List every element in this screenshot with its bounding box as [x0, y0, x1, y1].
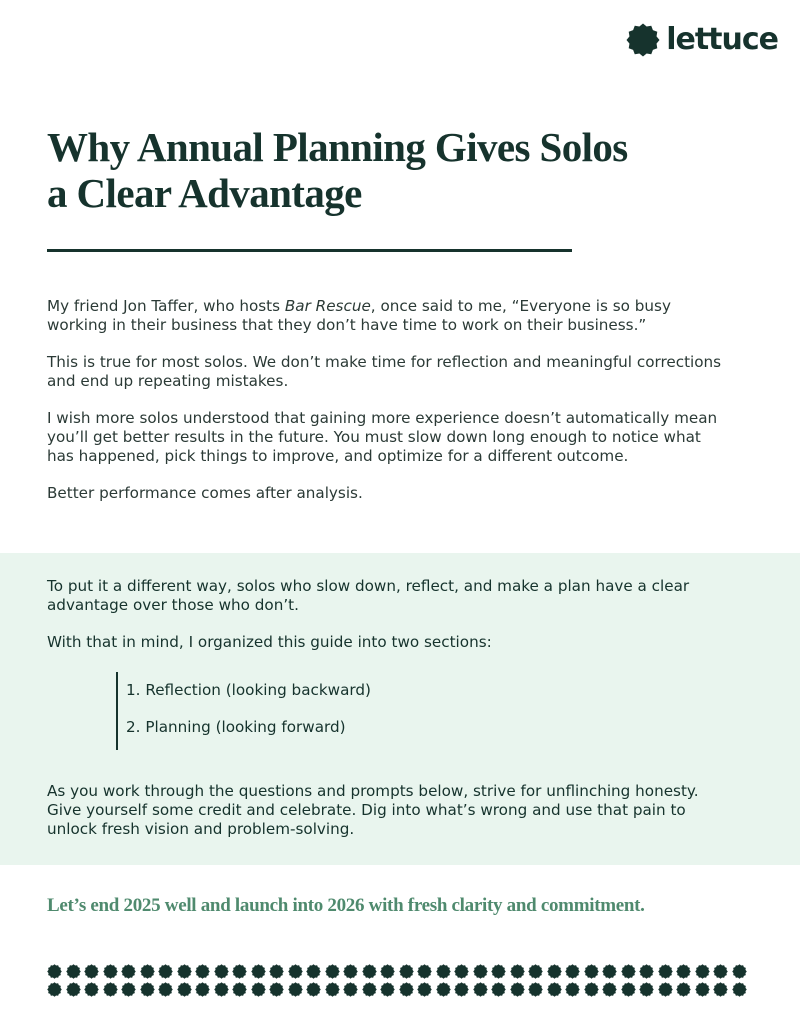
- lettuce-badge-icon: [399, 964, 414, 979]
- lettuce-badge-icon: [547, 964, 562, 979]
- lettuce-logo: [626, 22, 778, 57]
- lettuce-badge-icon: [621, 964, 636, 979]
- lettuce-badge-icon: [417, 964, 432, 979]
- lettuce-badge-icon: [66, 964, 81, 979]
- lettuce-badge-icon: [491, 964, 506, 979]
- lettuce-badge-icon: [713, 982, 728, 997]
- lettuce-badge-icon: [639, 964, 654, 979]
- lettuce-badge-icon: [84, 964, 99, 979]
- lettuce-badge-icon: [658, 982, 673, 997]
- intro-p1-after: , once said to me, “Everyone is so busy working in their business that they don’t have time to work on their business.”: [47, 297, 671, 334]
- page-title: [47, 124, 687, 216]
- lettuce-badge-icon: [362, 964, 377, 979]
- lettuce-badge-icon: [528, 982, 543, 997]
- lettuce-badge-icon: [251, 982, 266, 997]
- intro-paragraph-2: This is true for most solos. We don’t make time for reflection and meaningful corrections and end up repeating mistakes.: [47, 353, 722, 390]
- lettuce-badge-icon: [195, 982, 210, 997]
- lettuce-badge-icon: [251, 964, 266, 979]
- lettuce-badge-icon: [177, 964, 192, 979]
- lettuce-badge-icon: [584, 982, 599, 997]
- lettuce-badge-icon: [103, 982, 118, 997]
- lettuce-badge-icon: [325, 982, 340, 997]
- lettuce-badge-icon: [103, 964, 118, 979]
- lettuce-badge-icon: [676, 964, 691, 979]
- badge-row: [47, 964, 757, 979]
- lettuce-badge-icon: [436, 982, 451, 997]
- lettuce-badge-icon: [121, 964, 136, 979]
- lettuce-badge-icon: [195, 964, 210, 979]
- lettuce-badge-icon: [547, 982, 562, 997]
- lettuce-badge-icon: [602, 964, 617, 979]
- lettuce-badge-icon: [528, 964, 543, 979]
- callout-paragraph-1: To put it a different way, solos who slow down, reflect, and make a plan have a clear advantage over those who don’t.: [47, 577, 690, 614]
- lettuce-badge-icon: [510, 982, 525, 997]
- lettuce-badge-icon: [121, 982, 136, 997]
- logo-wordmark: lettuce: [666, 22, 778, 57]
- lettuce-badge-icon: [436, 964, 451, 979]
- lettuce-badge-icon: [713, 964, 728, 979]
- lettuce-badge-icon: [47, 982, 62, 997]
- lettuce-badge-icon: [626, 23, 660, 57]
- lettuce-badge-icon: [491, 982, 506, 997]
- lettuce-badge-icon: [140, 982, 155, 997]
- callout-paragraph-3: As you work through the questions and prompts below, strive for unflinching honesty. Give yourself some credit and celebrate. Dig into what’s wrong and use that pain to unlock fresh vision and problem-solving.: [47, 782, 699, 838]
- lettuce-badge-icon: [380, 982, 395, 997]
- lettuce-badge-icon: [621, 982, 636, 997]
- title-line-1: Why Annual Planning Gives Solos: [47, 124, 628, 170]
- lettuce-badge-icon: [325, 964, 340, 979]
- show-title: Bar Rescue: [284, 297, 371, 315]
- lettuce-badge-icon: [454, 982, 469, 997]
- lettuce-badge-icon: [158, 982, 173, 997]
- badge-row: [47, 982, 757, 997]
- lettuce-badge-icon: [47, 964, 62, 979]
- lettuce-badge-icon: [177, 982, 192, 997]
- lettuce-badge-icon: [380, 964, 395, 979]
- section-list: [116, 672, 371, 750]
- intro-p1-before: My friend Jon Taffer, who hosts: [47, 297, 285, 315]
- lettuce-badge-icon: [584, 964, 599, 979]
- lettuce-badge-icon: [473, 982, 488, 997]
- intro-paragraph-3: I wish more solos understood that gaining more experience doesn’t automatically mean you’ll get better results in the future. You must slow down long enough to notice what has happened, pick things to improve, and optimize for a different outcome.: [47, 409, 718, 465]
- lettuce-badge-icon: [565, 982, 580, 997]
- lettuce-badge-icon: [66, 982, 81, 997]
- section-list-item: 1. Reflection (looking backward): [126, 681, 371, 699]
- closing-statement: Let’s end 2025 well and launch into 2026 with fresh clarity and commitment.: [47, 895, 645, 916]
- lettuce-badge-icon: [140, 964, 155, 979]
- lettuce-badge-icon: [214, 982, 229, 997]
- lettuce-badge-icon: [658, 964, 673, 979]
- lettuce-badge-icon: [288, 982, 303, 997]
- lettuce-badge-icon: [288, 964, 303, 979]
- lettuce-badge-icon: [510, 964, 525, 979]
- lettuce-badge-icon: [306, 982, 321, 997]
- lettuce-badge-icon: [454, 964, 469, 979]
- lettuce-badge-icon: [565, 964, 580, 979]
- lettuce-badge-icon: [84, 982, 99, 997]
- lettuce-badge-icon: [158, 964, 173, 979]
- lettuce-badge-icon: [417, 982, 432, 997]
- lettuce-badge-icon: [269, 964, 284, 979]
- lettuce-badge-icon: [732, 982, 747, 997]
- lettuce-badge-icon: [676, 982, 691, 997]
- callout-text: [47, 577, 727, 670]
- intro-section: [47, 297, 727, 521]
- lettuce-badge-icon: [232, 964, 247, 979]
- lettuce-badge-icon: [214, 964, 229, 979]
- lettuce-badge-icon: [399, 982, 414, 997]
- lettuce-badge-icon: [343, 964, 358, 979]
- lettuce-badge-icon: [602, 982, 617, 997]
- intro-paragraph-4: Better performance comes after analysis.: [47, 484, 363, 502]
- lettuce-badge-icon: [343, 982, 358, 997]
- lettuce-badge-icon: [362, 982, 377, 997]
- badge-pattern: [47, 964, 757, 1000]
- lettuce-badge-icon: [695, 982, 710, 997]
- intro-paragraph-1: [47, 297, 727, 335]
- callout-paragraph-2: With that in mind, I organized this guide into two sections:: [47, 633, 492, 651]
- lettuce-badge-icon: [473, 964, 488, 979]
- lettuce-badge-icon: [639, 982, 654, 997]
- lettuce-badge-icon: [732, 964, 747, 979]
- lettuce-badge-icon: [269, 982, 284, 997]
- lettuce-badge-icon: [232, 982, 247, 997]
- lettuce-badge-icon: [695, 964, 710, 979]
- title-line-2: a Clear Advantage: [47, 170, 362, 216]
- title-divider: [47, 249, 572, 252]
- section-list-item: 2. Planning (looking forward): [126, 718, 346, 736]
- lettuce-badge-icon: [306, 964, 321, 979]
